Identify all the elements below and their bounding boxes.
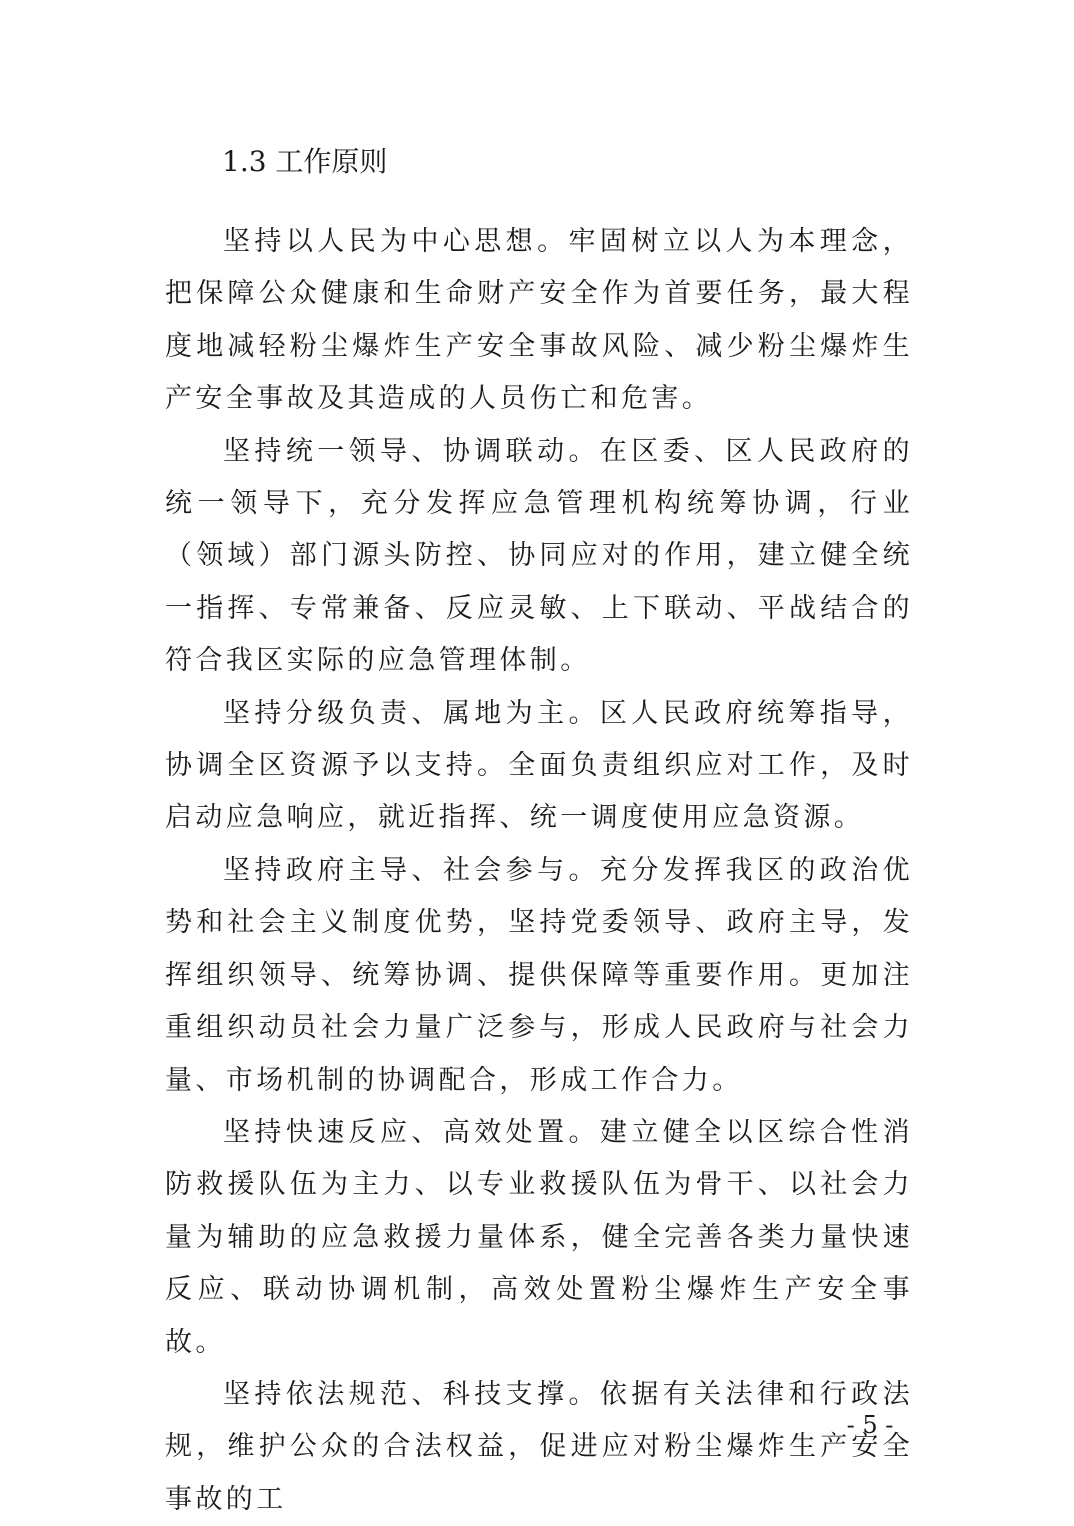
paragraph-government-led: 坚持政府主导、社会参与。充分发挥我区的政治优势和社会主义制度优势，坚持党委领导、政府主导，发挥组织领导、统筹协调、提供保障等重要作用。更加注重组织动员社会力量广泛参与，形成人民政府与社会力量、市场机制的协调配合，形成工作合力。 — [165, 854, 913, 1096]
page-number: - 5 - — [846, 1411, 894, 1439]
paragraph-tiered-responsibility: 坚持分级负责、属地为主。区人民政府统筹指导，协调全区资源予以支持。全面负责组织应对工作，及时启动应急响应，就近指挥、统一调度使用应急资源。 — [165, 697, 913, 834]
section-heading: 1.3 工作原则 — [222, 145, 388, 178]
document-body — [165, 216, 913, 1526]
paragraph-rapid-response: 坚持快速反应、高效处置。建立健全以区综合性消防救援队伍为主力、以专业救援队伍为骨干、以社会力量为辅助的应急救援力量体系，健全完善各类力量快速反应、联动协调机制，高效处置粉尘爆炸生产安全事故。 — [165, 1116, 913, 1358]
paragraph-lawful-standards: 坚持依法规范、科技支撑。依据有关法律和行政法规，维护公众的合法权益，促进应对粉尘爆炸生产安全事故的工 — [165, 1378, 913, 1515]
paragraph-unified-leadership: 坚持统一领导、协调联动。在区委、区人民政府的统一领导下，充分发挥应急管理机构统筹协调，行业（领域）部门源头防控、协同应对的作用，建立健全统一指挥、专常兼备、反应灵敏、上下联动、平战结合的符合我区实际的应急管理体制。 — [165, 435, 913, 677]
paragraph-people-centered: 坚持以人民为中心思想。牢固树立以人为本理念，把保障公众健康和生命财产安全作为首要任务，最大程度地减轻粉尘爆炸生产安全事故风险、减少粉尘爆炸生产安全事故及其造成的人员伤亡和危害。 — [165, 226, 913, 415]
